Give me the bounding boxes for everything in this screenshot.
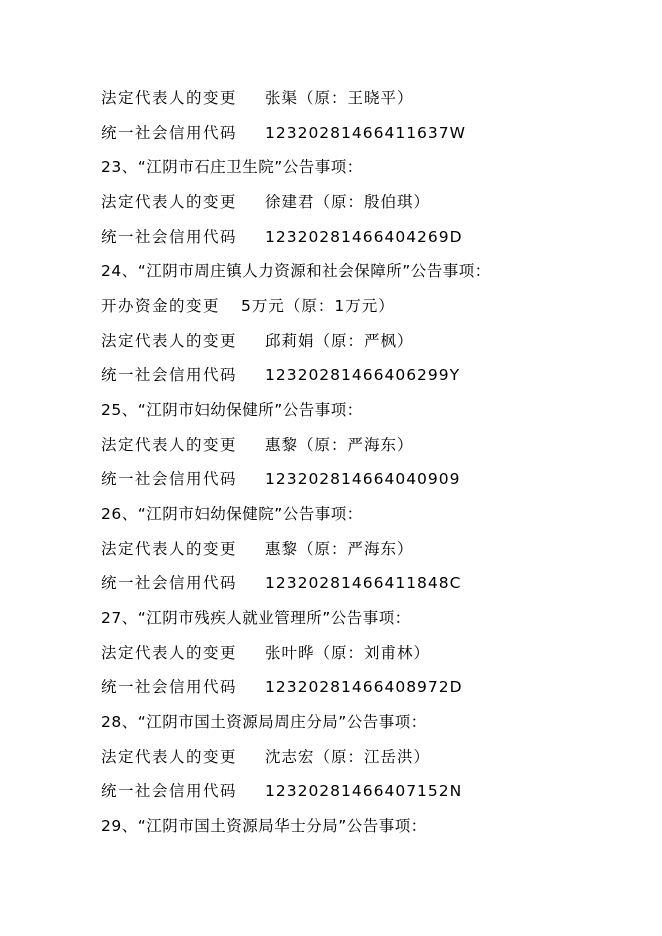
credit-code-line — [101, 676, 463, 698]
field-label: 法定代表人的变更 — [101, 436, 238, 454]
field-label: 统一社会信用代码 — [101, 228, 238, 246]
legal-rep-change-line — [101, 330, 414, 352]
field-value: 12320281466408972D — [265, 678, 463, 696]
notice-heading-27: 27、“江阴市残疾人就业管理所”公告事项： — [101, 609, 411, 627]
field-label: 法定代表人的变更 — [101, 193, 238, 211]
field-value: 5万元（原：1万元） — [241, 297, 395, 315]
field-label: 法定代表人的变更 — [101, 644, 238, 662]
field-value: 12320281466407152N — [265, 782, 463, 800]
field-value: 惠黎（原：严海东） — [265, 540, 414, 558]
notice-heading-24: 24、“江阴市周庄镇人力资源和社会保障所”公告事项： — [101, 262, 491, 280]
field-value: 12320281466411637W — [265, 124, 466, 142]
credit-code-line — [101, 572, 461, 594]
field-label: 法定代表人的变更 — [101, 89, 238, 107]
field-label: 法定代表人的变更 — [101, 748, 238, 766]
field-value: 徐建君（原：殷伯琪） — [265, 193, 431, 211]
credit-code-line — [101, 122, 466, 144]
field-label: 统一社会信用代码 — [101, 782, 238, 800]
field-label: 统一社会信用代码 — [101, 124, 238, 142]
field-label: 统一社会信用代码 — [101, 470, 238, 488]
field-value: 张渠（原：王晓平） — [265, 89, 414, 107]
field-value: 张叶晔（原：刘甫林） — [265, 644, 431, 662]
legal-rep-change-line — [101, 538, 414, 560]
field-value: 惠黎（原：严海东） — [265, 436, 414, 454]
field-label: 统一社会信用代码 — [101, 678, 238, 696]
field-label: 统一社会信用代码 — [101, 366, 238, 384]
notice-heading-23: 23、“江阴市石庄卫生院”公告事项： — [101, 158, 363, 176]
field-value: 12320281466411848C — [265, 574, 462, 592]
capital-change-line — [101, 295, 395, 317]
credit-code-line — [101, 780, 462, 802]
field-label: 法定代表人的变更 — [101, 540, 238, 558]
legal-rep-change-line — [101, 87, 414, 109]
legal-rep-change-line — [101, 746, 430, 768]
notice-heading-29: 29、“江阴市国土资源局华士分局”公告事项： — [101, 817, 427, 835]
field-label: 法定代表人的变更 — [101, 332, 238, 350]
legal-rep-change-line — [101, 642, 430, 664]
credit-code-line — [101, 468, 461, 490]
legal-rep-change-line — [101, 191, 430, 213]
credit-code-line — [101, 226, 463, 248]
notice-heading-25: 25、“江阴市妇幼保健所”公告事项： — [101, 401, 363, 419]
notice-heading-26: 26、“江阴市妇幼保健院”公告事项： — [101, 505, 363, 523]
field-value: 12320281466406299Y — [265, 366, 461, 384]
field-label: 统一社会信用代码 — [101, 574, 238, 592]
field-value: 123202814664040909 — [265, 470, 461, 488]
credit-code-line — [101, 364, 460, 386]
field-label: 开办资金的变更 — [101, 297, 221, 315]
field-value: 12320281466404269D — [265, 228, 463, 246]
field-value: 邱莉娟（原：严枫） — [265, 332, 414, 350]
field-value: 沈志宏（原：江岳洪） — [265, 748, 431, 766]
notice-heading-28: 28、“江阴市国土资源局周庄分局”公告事项： — [101, 713, 427, 731]
legal-rep-change-line — [101, 434, 414, 456]
